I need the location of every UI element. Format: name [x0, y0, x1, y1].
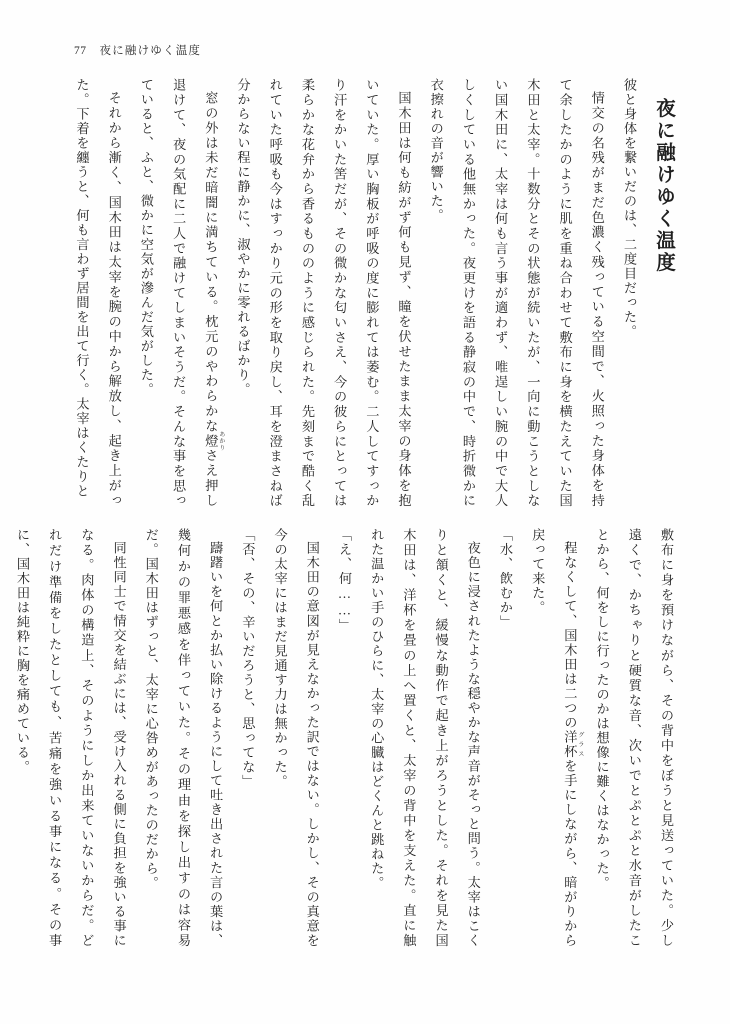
paragraph-p5: それから漸く、国木田は太宰を腕の中から解放し、起き上がった。下着を纏うと、何も言わず居間を出て行く。太宰はくたりと — [74, 78, 122, 508]
p7-text-after-ruby: を手にしながら、暗がりから戻って来た。 — [530, 528, 578, 949]
ruby-glass — [562, 730, 584, 760]
paragraph-p4 — [130, 78, 227, 508]
running-head — [74, 42, 201, 58]
paragraph-p11: 国木田の意図が見えなかった訳ではない。しかし、その真意を今の太宰にはまだ見通す力は無かった。 — [272, 528, 320, 948]
paragraph-p6: 敷布に身を預けながら、その背中をぼうと見送っていた。少し遠くで、かちゃりと硬質な音、次いでとぷとぷと水音がしたことから、何をしに行ったのかは想像に難くはなかった。 — [594, 528, 674, 948]
p7-text-before-ruby: 程なくして、国木田は二つの — [562, 541, 578, 731]
paragraph-p15-dialogue — [0, 528, 6, 948]
paragraph-p13: 躊躇いを何とか払い除けるようにして吐き出された言の葉は、幾何かの罪悪感を伴っていた。その理由を探し出すのは容易だ。国木田はずっと、太宰に心咎めがあったのだから。 — [143, 528, 224, 948]
paragraph-p9: 夜色に浸されたような穏やかな声音がそっと問う。太宰はこくりと頷くと、緩慢な動作で起き上がろうとした。それを見た国木田は、洋杯を畳の上へ置くと、太宰の背中を支えた。直に触れた温かい手のひらに、太宰の心臓はどくんと跳ねた。 — [369, 528, 481, 948]
ruby-text-glass: グラス — [576, 730, 584, 760]
paragraph-p2: 情交の名残がまだ色濃く残っている空間で、火照った身体を持て余したかのように肌を重ね合わせて敷布に身を横たえていた国木田と太宰。十数分とその状態が続いたが、一向に動こうとしない国木田に、太宰は何も言う事が適わず、唯逞しい腕の中で大人しくしている他無かった。夜更けを語る静寂の中で、時折微かに衣擦れの音が響いた。 — [428, 78, 605, 508]
ruby-akari — [203, 431, 225, 452]
ruby-base-akari: 燈 — [203, 431, 219, 452]
p4-text-after-ruby: さえ押し退けて、夜の気配に二人で融けてしまいそうだ。そんな事を思っていると、ふと、微かに空気が滲んだ気がした。 — [138, 78, 219, 508]
running-head-title: 夜に融けゆく温度 — [99, 45, 202, 57]
page-folio-number: 77 — [74, 45, 87, 57]
chapter-title: 夜に融けゆく温度 — [653, 97, 674, 274]
paragraph-p12-dialogue: 「否、その、辛いだろうと、思ってな」 — [240, 528, 256, 789]
paragraph-p3: 国木田は何も紡がず何も見ず、瞳を伏せたまま太宰の身体を抱いていた。厚い胸板が呼吸の度に膨れては萎む。二人してすっかり汗をかいた筈だが、その微かな匂いさえ、今の彼らにとっては柔らかな花弁から香るもののように感じられた。先刻まで酷く乱れていた呼吸も今はすっかり元の形を取り戻し、耳を澄まさねば分からない程に静かに、淑やかに零れるばかり。 — [235, 78, 412, 508]
paragraph-p1: 彼と身体を繋いだのは、二度目だった。 — [621, 78, 637, 339]
text-block-lower — [14, 528, 682, 949]
text-block-upper — [42, 78, 682, 508]
ruby-base-glass: 洋杯 — [562, 730, 578, 760]
paragraph-p8-dialogue: 「水、飲むか」 — [497, 528, 513, 630]
ruby-text-akari: あかり — [217, 431, 225, 452]
paragraph-p14: 同性同士で情交を結ぶには、受け入れる側に負担を強いる事になる。肉体の構造上、そのようにしか出来ていないからだ。どれだけ準備をしたとしても、苦痛を強いる事になる。その事に、国木田は純粋に胸を痛めている。 — [14, 528, 127, 948]
paragraph-p7 — [521, 528, 585, 948]
p4-text-before-ruby: 窓の外は未だ暗闇に満ちている。枕元のやわらかな — [203, 91, 219, 434]
paragraph-p10-dialogue: 「え、何……」 — [336, 528, 352, 634]
